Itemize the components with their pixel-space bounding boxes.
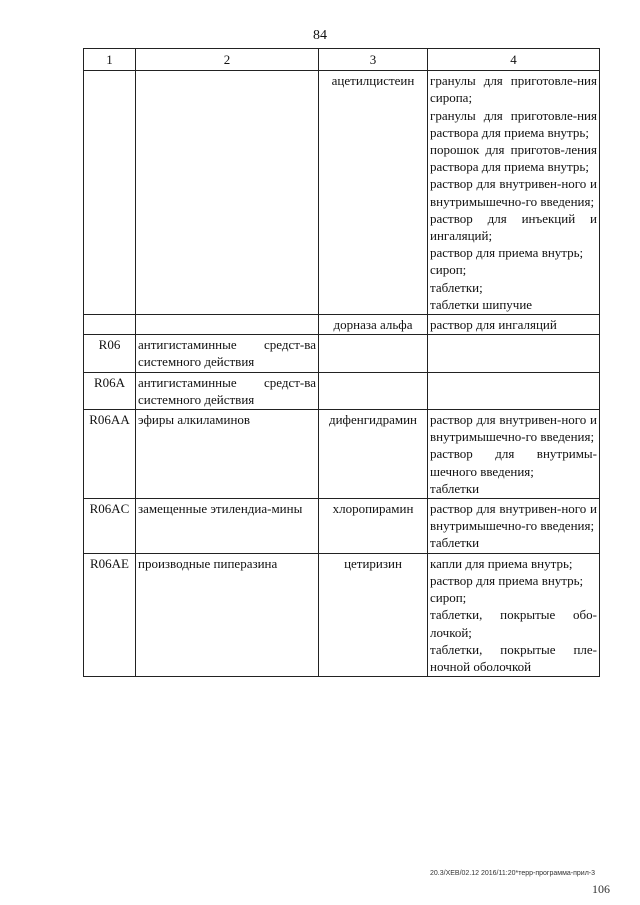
dosage-forms-cell (428, 315, 600, 335)
dosage-forms-cell (428, 410, 600, 499)
inn-cell: дифенгидрамин (319, 410, 428, 499)
table-row (84, 553, 600, 676)
dosage-forms-cell (428, 372, 600, 409)
dosage-form: порошок для приготов-ления раствора для приема внутрь; (430, 142, 597, 175)
column-header: 3 (319, 49, 428, 71)
column-header: 2 (136, 49, 319, 71)
dosage-form: раствор для внутримы-шечного введения; (430, 446, 597, 479)
column-header: 4 (428, 49, 600, 71)
dosage-forms-cell (428, 335, 600, 372)
atc-code-cell (84, 315, 136, 335)
table-row (84, 372, 600, 409)
dosage-form: раствор для ингаляций (430, 317, 557, 333)
group-name-cell: производные пиперазина (136, 553, 319, 676)
inn-cell: цетиризин (319, 553, 428, 676)
footer-note: 20.3/ХЕВ/02.12 2016/11:20*терр-программа-прил-3 (430, 870, 596, 877)
dosage-form: раствор для приема внутрь; (430, 572, 584, 588)
dosage-forms-cell (428, 499, 600, 554)
dosage-form: таблетки (430, 535, 480, 551)
dosage-form: сироп; (430, 262, 467, 278)
group-name-cell: замещенные этилендиа-мины (136, 499, 319, 554)
dosage-form: гранулы для приготовле-ния сиропа; (430, 73, 597, 106)
group-name-cell: эфиры алкиламинов (136, 410, 319, 499)
group-name-cell: антигистаминные средст-ва системного действия (136, 372, 319, 409)
table-row (84, 499, 600, 554)
dosage-form: раствор для внутривен-ного и внутримышечно-го введения; (430, 501, 597, 534)
inn-cell (319, 335, 428, 372)
atc-code-cell: R06AA (84, 410, 136, 499)
column-header: 1 (84, 49, 136, 71)
group-name-cell (136, 315, 319, 335)
inn-cell (319, 372, 428, 409)
dosage-form: капли для приема внутрь; (430, 555, 573, 571)
dosage-form: гранулы для приготовле-ния раствора для приема внутрь; (430, 107, 597, 140)
atc-code-cell: R06 (84, 335, 136, 372)
group-name-cell (136, 71, 319, 315)
atc-code-cell: R06A (84, 372, 136, 409)
table-row (84, 410, 600, 499)
table-row (84, 335, 600, 372)
page-number: 84 (313, 28, 327, 43)
dosage-form: таблетки (430, 480, 480, 496)
dosage-form: сироп; (430, 590, 467, 606)
dosage-forms-cell (428, 553, 600, 676)
atc-code-cell: R06AE (84, 553, 136, 676)
drug-table (83, 48, 600, 677)
atc-code-cell (84, 71, 136, 315)
dosage-form: таблетки, покрытые пле-ночной оболочкой (430, 641, 597, 674)
dosage-form: таблетки, покрытые обо-лочкой; (430, 607, 597, 640)
table-row (84, 71, 600, 315)
dosage-form: раствор для инъекций и ингаляций; (430, 210, 597, 244)
footer-page-number: 106 (592, 882, 610, 896)
dosage-form: таблетки; (430, 279, 483, 295)
inn-cell: хлоропирамин (319, 499, 428, 554)
inn-cell: ацетилцистеин (319, 71, 428, 315)
table-row (84, 315, 600, 335)
dosage-form: раствор для внутривен-ного и внутримышечно-го введения; (430, 176, 597, 209)
group-name-cell: антигистаминные средст-ва системного действия (136, 335, 319, 372)
dosage-form: раствор для приема внутрь; (430, 245, 584, 261)
atc-code-cell: R06AC (84, 499, 136, 554)
dosage-form: таблетки шипучие (430, 296, 533, 312)
dosage-form: раствор для внутривен-ного и внутримышечно-го введения; (430, 412, 597, 445)
header-row (84, 49, 600, 71)
dosage-forms-cell (428, 71, 600, 315)
inn-cell: дорназа альфа (319, 315, 428, 335)
